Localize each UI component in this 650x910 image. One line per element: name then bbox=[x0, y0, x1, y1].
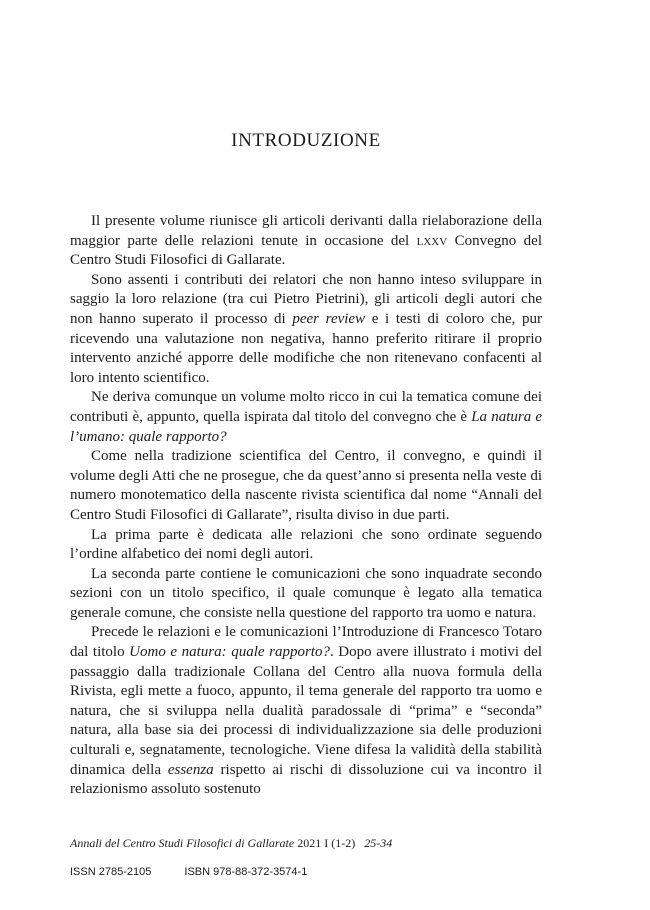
text-run: . Dopo avere illustrato i motivi del passaggio dalla tradizionale Collana del Centro alla nuova formula della Rivista, egli mette a fuoco, appunto, il tema generale del rapporto tra uomo e natura, che si sviluppa nella dualità paradossale di “prima” e “seconda” natura, alla base sia dei processi di individualizzazione sia delle produzioni culturali e, segnatamente, tecnologiche. Viene difesa la validità della stabilità dinamica della bbox=[70, 644, 542, 778]
italic-text: essenza bbox=[167, 761, 214, 778]
isbn: ISBN 978-88-372-3574-1 bbox=[184, 866, 308, 878]
text-run: Sono assenti i contributi dei relatori che non hanno inteso sviluppare in saggio la loro relazione (tra cui Pietro Pietrini), gli articoli degli autori che non hanno superato il processo di bbox=[70, 271, 542, 327]
paragraph bbox=[70, 526, 542, 565]
page-range: 25-34 bbox=[364, 836, 393, 850]
paragraph bbox=[70, 212, 542, 271]
paragraph bbox=[70, 623, 542, 799]
text-run: La seconda parte contiene le comunicazioni che sono inquadrate secondo sezioni con un titolo specifico, il quale comunque è legato alla tematica generale comune, che consiste nella questione del rapporto tra uomo e natura. bbox=[70, 565, 542, 621]
paragraph bbox=[70, 565, 542, 624]
italic-text: peer review bbox=[292, 310, 366, 327]
paragraph bbox=[70, 388, 542, 447]
text-run: Il presente volume riunisce gli articoli derivanti dalla rielaborazione della maggior parte delle relazioni tenute in occasione del bbox=[70, 213, 542, 249]
journal-reference bbox=[70, 836, 392, 851]
journal-name: Annali del Centro Studi Filosofici di Gallarate bbox=[70, 836, 295, 850]
text-run: Convegno del Centro Studi Filosofici di Gallarate. bbox=[70, 232, 542, 269]
page-title: INTRODUZIONE bbox=[231, 130, 381, 151]
paragraph bbox=[70, 447, 542, 525]
publication-identifiers bbox=[70, 866, 307, 878]
issn: ISSN 2785-2105 bbox=[70, 866, 152, 878]
italic-text: La natura e l’umano: quale rapporto? bbox=[70, 408, 542, 445]
text-run: Ne deriva comunque un volume molto ricco in cui la tematica comune dei contributi è, appunto, quella ispirata dal titolo del convegno che è bbox=[70, 389, 542, 425]
body-text bbox=[70, 212, 542, 800]
journal-volume: 2021 I (1-2) bbox=[297, 836, 356, 850]
text-run: e i testi di coloro che, pur ricevendo una valutazione non negativa, hanno preferito ritirare il proprio intervento anziché apporre delle modifiche che non ritenevano confacenti al loro intento scientifico. bbox=[70, 310, 542, 386]
text-run: Come nella tradizione scientifica del Centro, il convegno, e quindi il volume degli Atti che ne prosegue, che da quest’anno si presenta nella veste di numero monotematico della nascente rivista scientifica dal nome “Annali del Centro Studi Filosofici di Gallarate”, risulta diviso in due parti. bbox=[70, 448, 542, 523]
italic-text: Uomo e natura: quale rapporto? bbox=[129, 644, 330, 661]
text-run: rispetto ai rischi di dissoluzione cui va incontro il relazionismo assoluto sostenuto bbox=[70, 761, 542, 798]
text-run: La prima parte è dedicata alle relazioni che sono ordinate seguendo l’ordine alfabetico dei nomi degli autori. bbox=[70, 526, 542, 563]
text-run: Precede le relazioni e le comunicazioni l’Introduzione di Francesco Totaro dal titolo bbox=[70, 624, 542, 661]
roman-numeral: lxxv bbox=[416, 232, 448, 249]
paragraph bbox=[70, 271, 542, 389]
